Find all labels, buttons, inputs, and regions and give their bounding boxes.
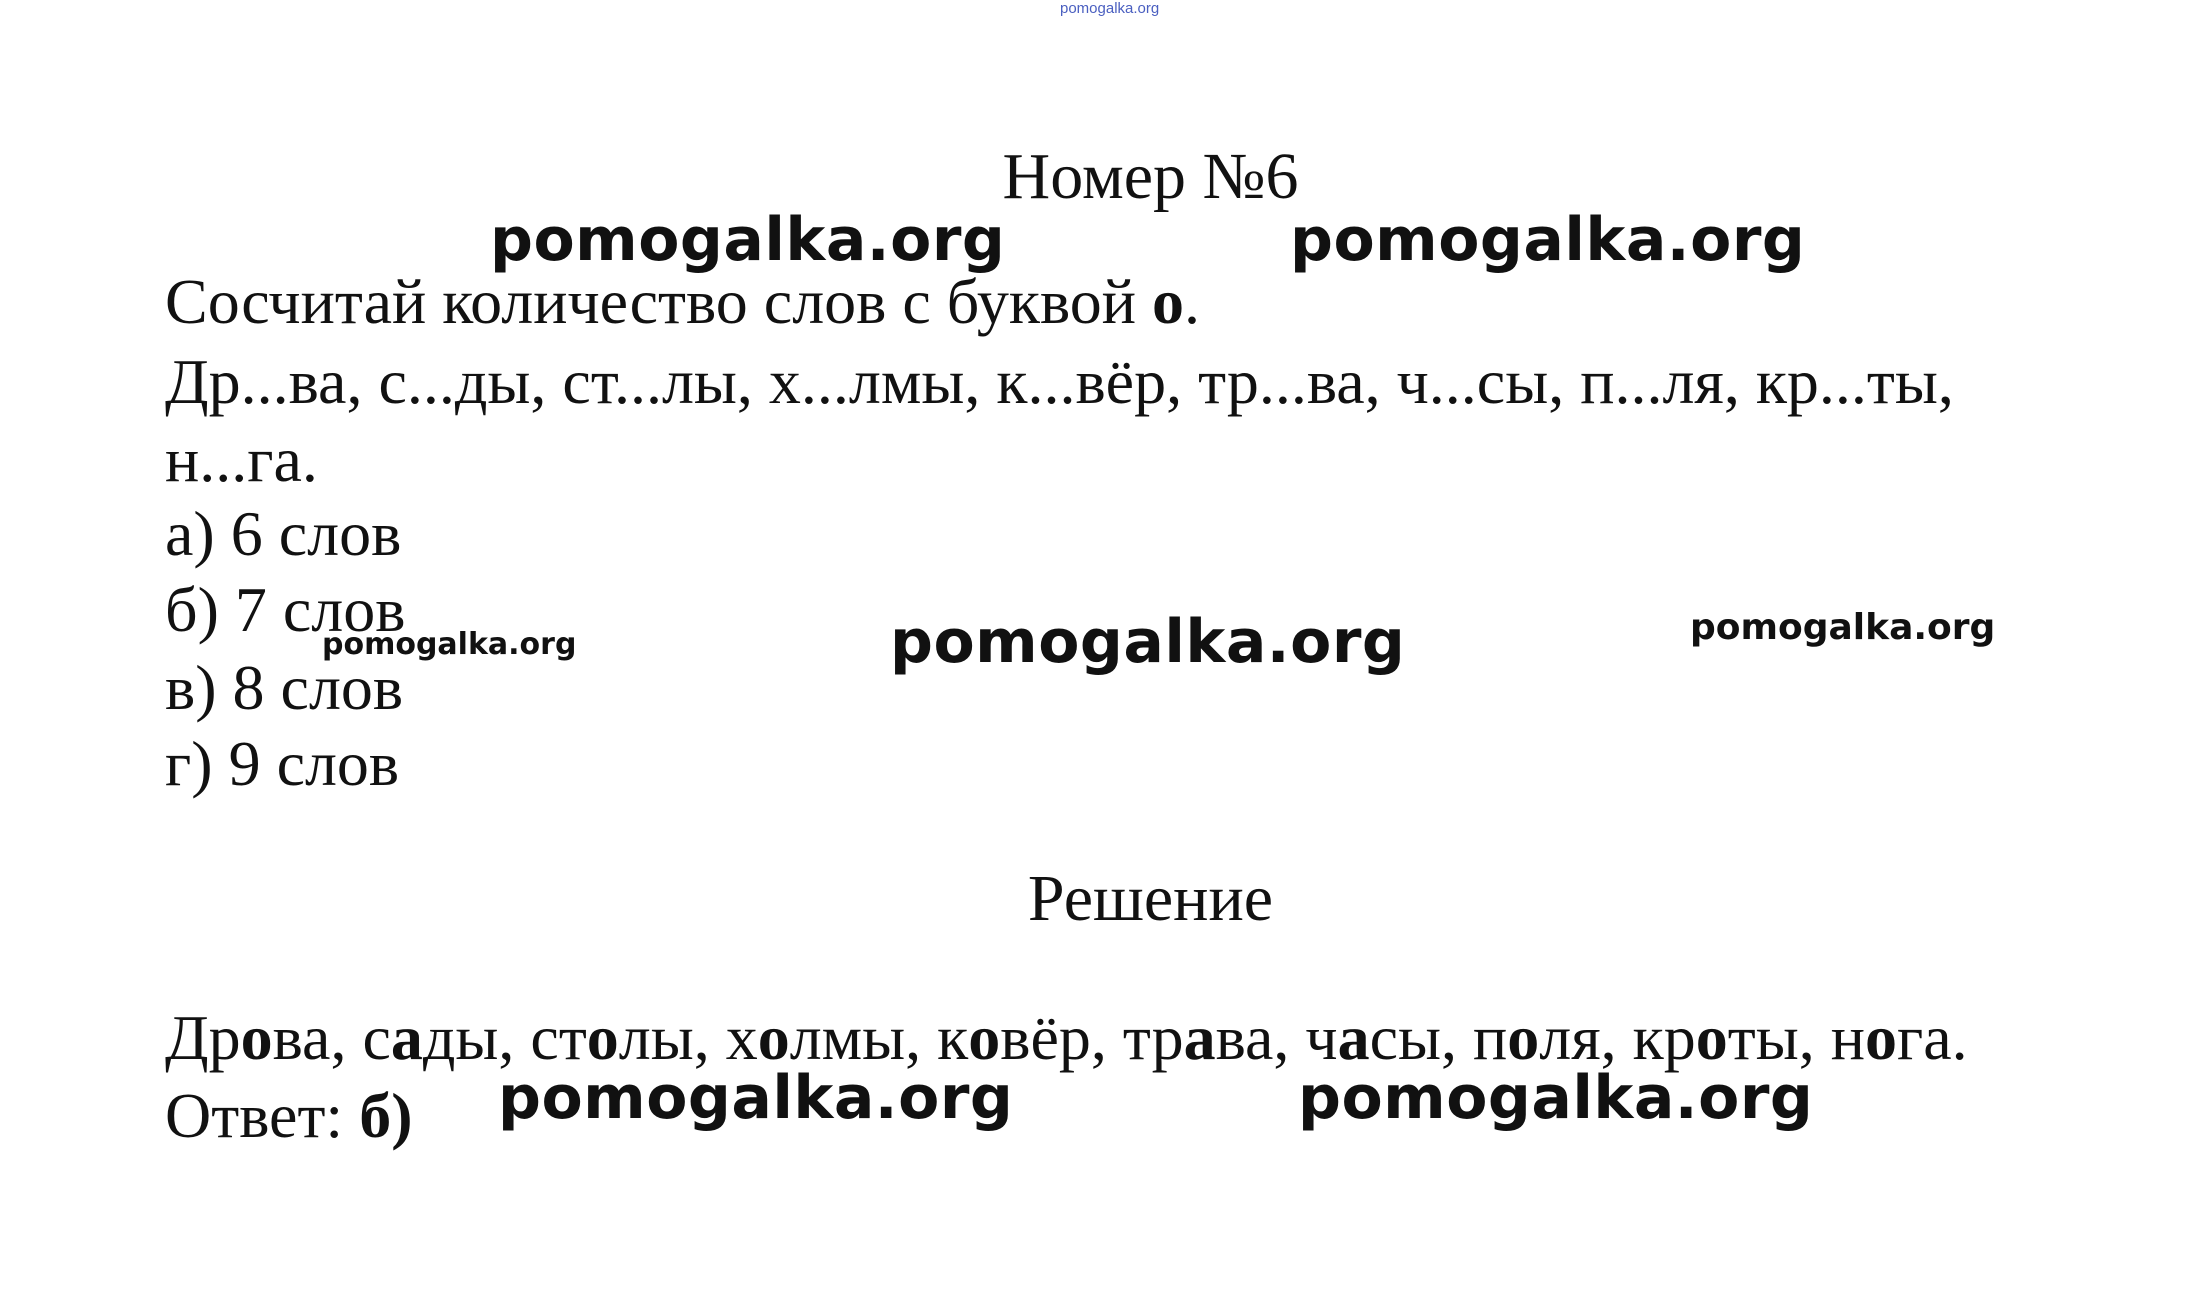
solution-words	[165, 1002, 1968, 1073]
answer-value: б)	[359, 1080, 413, 1151]
watermark: pomogalka.org	[1690, 607, 1996, 648]
solution-letter: о	[968, 1002, 1001, 1073]
task-letter: о	[1152, 266, 1184, 337]
solution-word: Дрова,	[165, 1002, 363, 1073]
watermark: pomogalka.org	[490, 205, 1006, 275]
watermark: pomogalka.org	[498, 1063, 1014, 1133]
option-b: б) 7 слов	[165, 574, 406, 645]
solution-title: Решение	[1027, 862, 1274, 935]
words-line-2: н...га.	[165, 424, 318, 495]
watermark: pomogalka.org	[322, 627, 577, 662]
option-c: в) 8 слов	[165, 652, 404, 723]
answer-line	[165, 1080, 413, 1151]
solution-word: сады,	[362, 1002, 531, 1073]
watermark: pomogalka.org	[1290, 205, 1806, 275]
solution-letter: а	[390, 1002, 423, 1073]
task-text: Сосчитай количество слов с буквой	[165, 266, 1152, 337]
solution-letter: о	[757, 1002, 790, 1073]
top-site-link[interactable]: pomogalka.org	[1060, 0, 1160, 17]
option-d: г) 9 слов	[165, 728, 400, 799]
solution-word: поля,	[1473, 1002, 1633, 1073]
solution-letter: а	[1337, 1002, 1370, 1073]
solution-word: нога.	[1830, 1002, 1968, 1073]
solution-word: столы,	[530, 1002, 726, 1073]
option-a: а) 6 слов	[165, 498, 402, 569]
solution-letter: о	[1507, 1002, 1540, 1073]
page-title: Номер №6	[1002, 140, 1299, 213]
solution-letter: о	[240, 1002, 273, 1073]
task-statement	[165, 266, 1200, 337]
answer-label: Ответ:	[165, 1080, 360, 1151]
solution-word: ковёр,	[937, 1002, 1123, 1073]
solution-word: холмы,	[725, 1002, 938, 1073]
solution-letter: а	[1183, 1002, 1216, 1073]
task-end: .	[1184, 266, 1200, 337]
solution-letter: о	[1864, 1002, 1897, 1073]
watermark: pomogalka.org	[1298, 1063, 1814, 1133]
solution-letter: о	[1695, 1002, 1728, 1073]
solution-letter: о	[586, 1002, 619, 1073]
solution-word: кроты,	[1632, 1002, 1831, 1073]
words-line-1: Др...ва, с...ды, ст...лы, х...лмы, к...вёр, тр...ва, ч...сы, п...ля, кр...ты,	[165, 346, 1954, 417]
solution-word: трава,	[1122, 1002, 1306, 1073]
solution-word: часы,	[1305, 1002, 1473, 1073]
watermark: pomogalka.org	[890, 607, 1406, 677]
